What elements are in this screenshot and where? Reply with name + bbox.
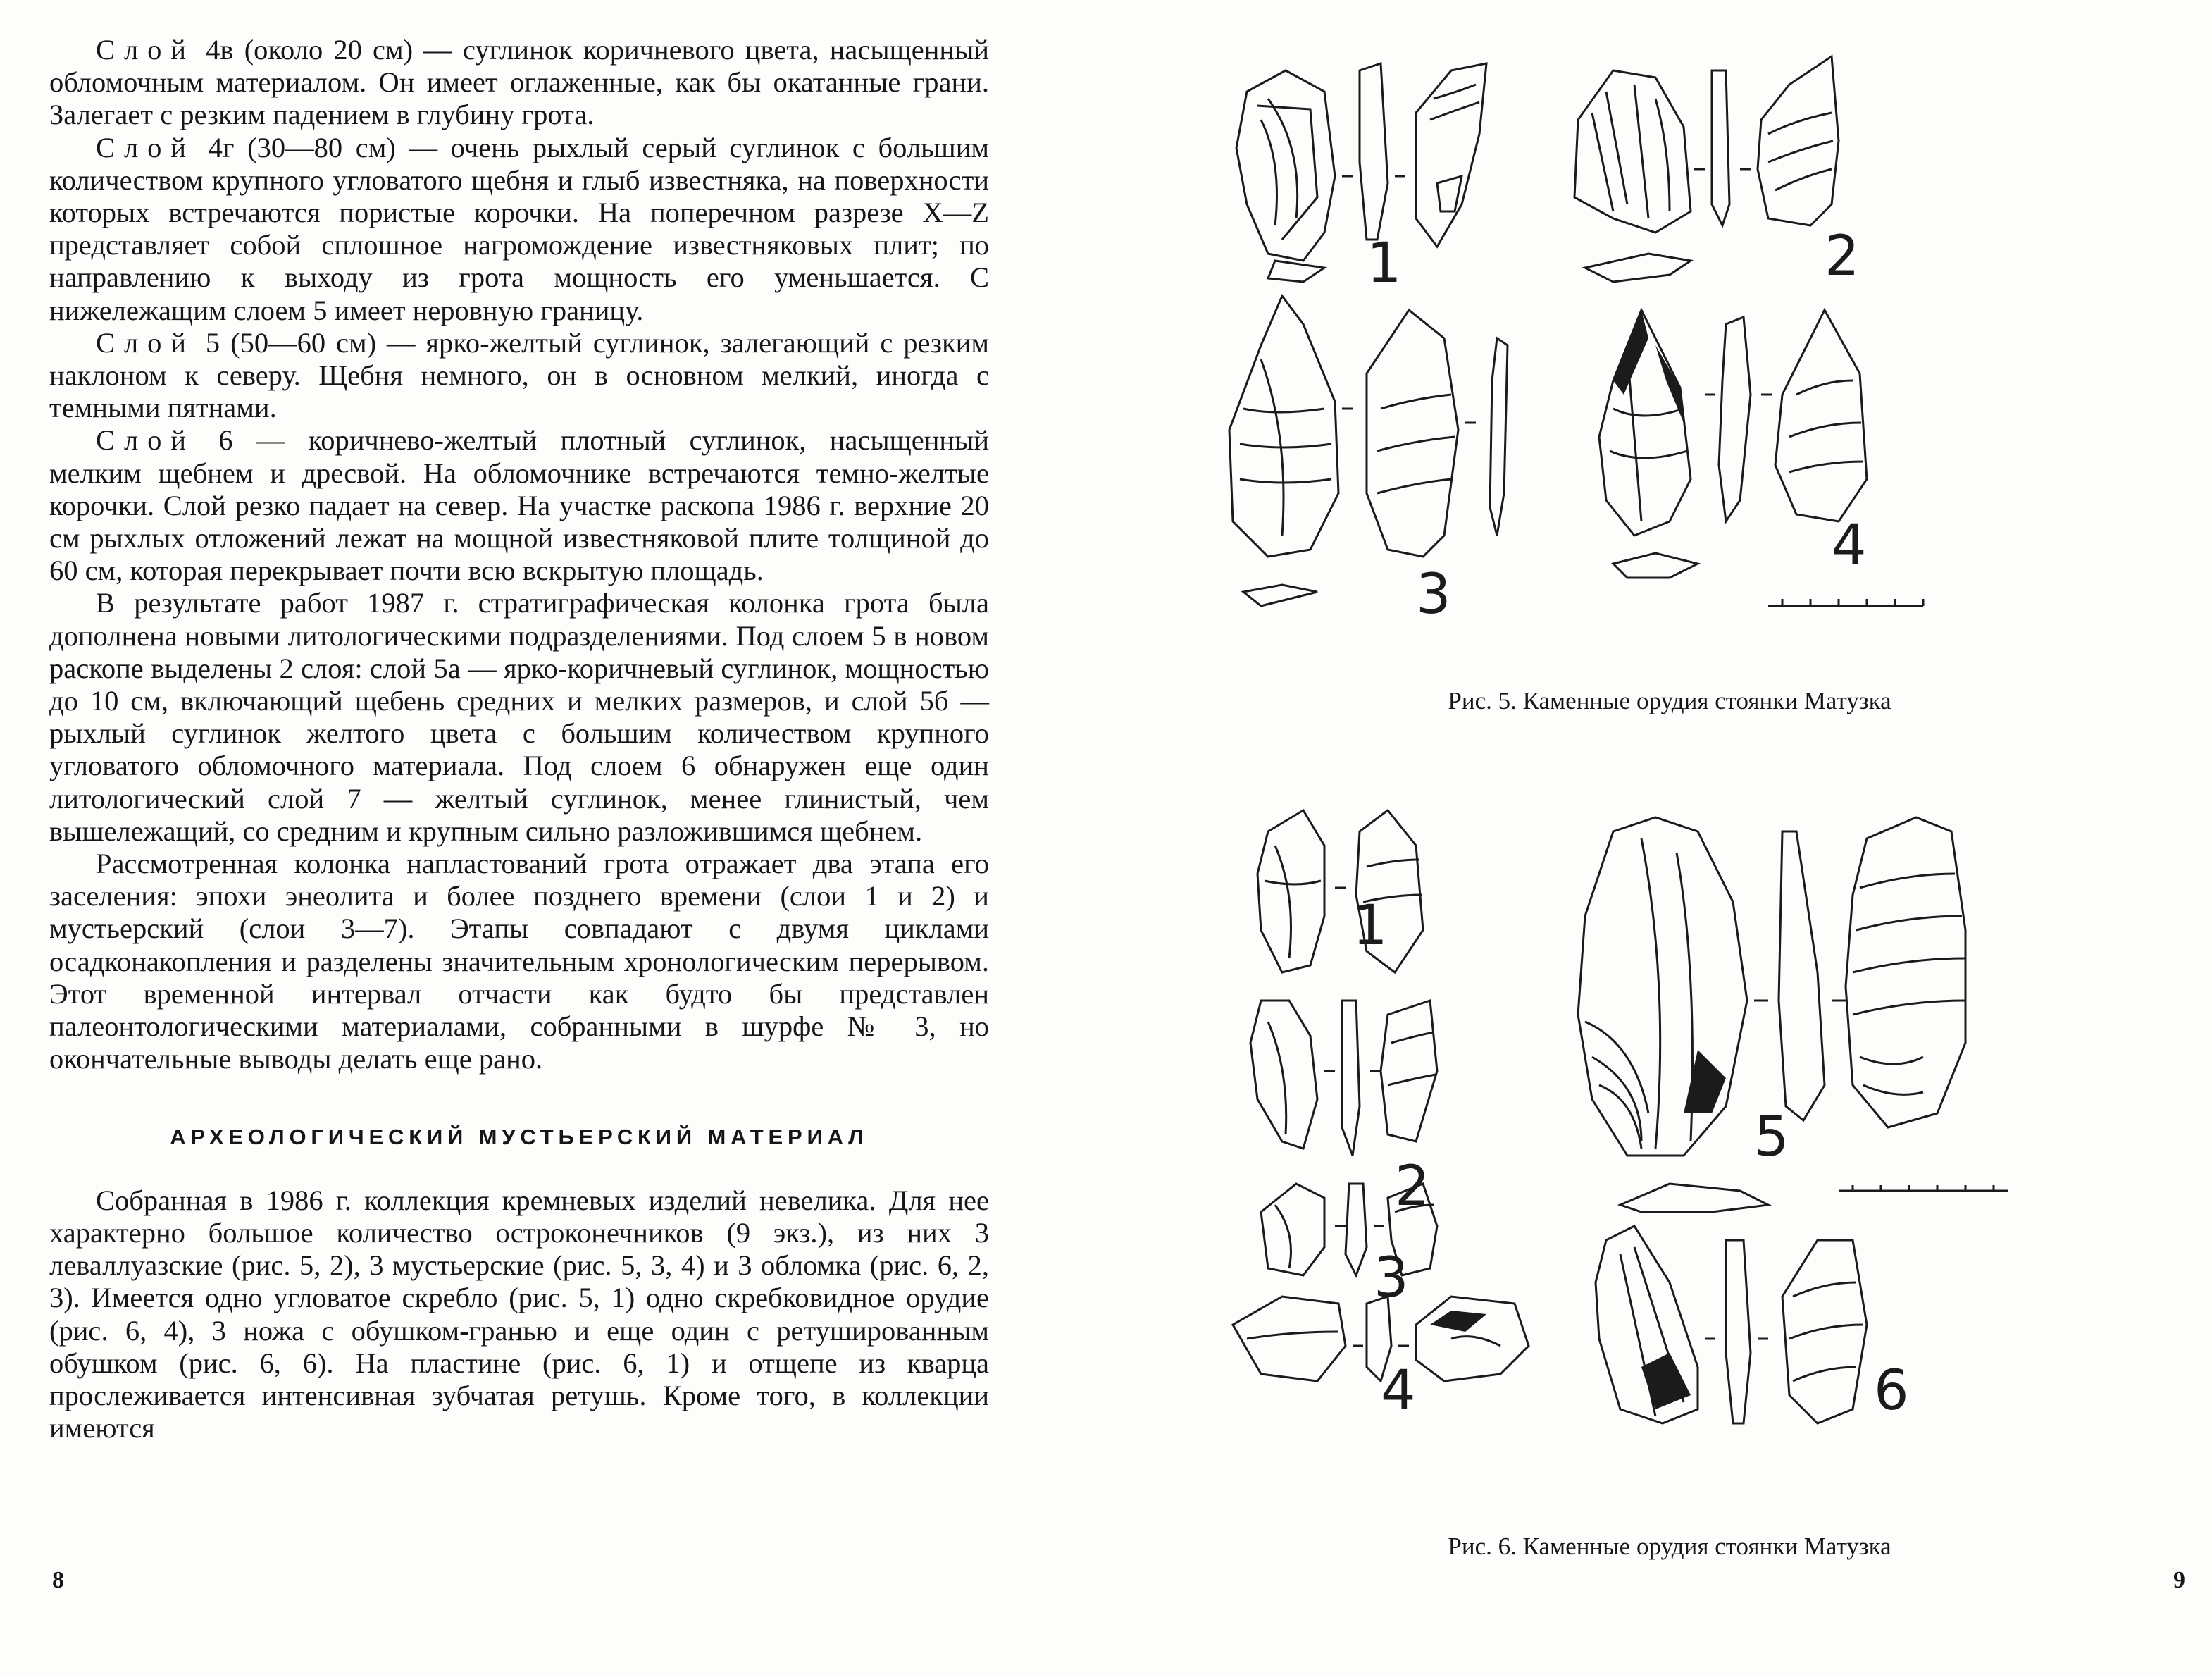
fig5-label-2: 2 — [1825, 225, 1860, 288]
fig6-artifact-2 — [1250, 1001, 1437, 1156]
figure-6-caption: Рис. 6. Каменные орудия стоянки Матузка — [1448, 1533, 1891, 1560]
fig6-label-5: 5 — [1754, 1106, 1789, 1169]
figure-5-caption: Рис. 5. Каменные орудия стоянки Матузка — [1448, 687, 1891, 714]
fig5-label-4: 4 — [1832, 514, 1867, 577]
page-number-right: 9 — [2173, 1567, 2185, 1593]
fig5-label-1: 1 — [1367, 232, 1402, 295]
fig6-label-4: 4 — [1381, 1359, 1416, 1423]
paragraph-layer-4g: Слой 4г (30—80 см) — очень рыхлый серый суглинок с большим количеством крупного угловатого щебня и глыб известняка, на поверхности которых встречаются пористые корочки. На поперечном разрезе X—Z представляет собой сплошное нагромождение известняковых плит; по направлению к выходу из грота мощность его уменьшается. С нижележащим слоем 5 имеет неровную границу. — [49, 131, 989, 326]
right-page — [1106, 0, 2212, 1677]
fig5-artifact-4 — [1599, 310, 1923, 606]
fig5-artifact-2 — [1574, 56, 1839, 282]
paragraph-layer-5: Слой 5 (50—60 см) — ярко-желтый суглинок, залегающий с резким наклоном к северу. Щебня немного, он в основном мелкий, иногда с темными пятнами. — [49, 326, 989, 424]
section-heading: АРХЕОЛОГИЧЕСКИЙ МУСТЬЕРСКИЙ МАТЕРИАЛ — [170, 1124, 869, 1149]
fig6-label-2: 2 — [1395, 1155, 1430, 1218]
fig6-artifact-5 — [1578, 817, 2008, 1212]
page-number-left: 8 — [52, 1567, 64, 1593]
fig5-label-3: 3 — [1416, 563, 1451, 626]
paragraph-layer-6: Слой 6 — коричнево-желтый плотный суглинок, насыщенный мелким щебнем и дресвой. На обломочнике встречаются темно-желтые корочки. Слой резко падает на север. На участке раскопа 1986 г. верхние 20 см рыхлых отложений лежат на мощной известняковой плите толщиной до 60 см, которая перекрывает почти всю вскрытую площадь. — [49, 424, 989, 587]
figure-6-drawings — [1219, 789, 2120, 1522]
paragraph-collection: Собранная в 1986 г. коллекция кремневых изделий невелика. Для нее характерно большое количество остроконечников (9 экз.), из них 3 леваллуазские (рис. 5, 2), 3 мустьерские (рис. 5, 3, 4) и 3 обломка (рис. 6, 2, 3). Имеется одно угловатое скребло (рис. 5, 1) одно скребковидное орудие (рис. 6, 4), 3 ножа с обушком-гранью и еще один с ретушированным обушком (рис. 6, 6). На пластине (рис. 6, 1) и отщепе из кварца прослеживается интенсивная зубчатая ретушь. Кроме того, в коллекции имеются — [49, 1184, 989, 1444]
fig6-label-3: 3 — [1374, 1246, 1409, 1310]
figure-6 — [1219, 789, 2120, 1578]
fig5-artifact-1 — [1236, 63, 1486, 282]
paragraph-1987-results: В результате работ 1987 г. стратиграфическая колонка грота была дополнена новыми литологическими подразделениями. Под слоем 5 в новом раскопе выделены 2 слоя: слой 5а — ярко-коричневый суглинок, мощностью до 10 см, включающий щебень средних и мелких размеров, и слой 5б — рыхлый суглинок желтого цвета с большим количеством крупного угловатого обломочного материала. Под слоем 6 обнаружен еще один литологический слой 7 — желтый суглинок, менее глинистый, чем вышележащий, со средним и крупным сильно разложившимся щебнем. — [49, 587, 989, 847]
paragraph-layer-4v: Слой 4в (около 20 см) — суглинок коричневого цвета, насыщенный обломочным материалом. Он имеет оглаженные, как бы окатанные грани. Залегает с резким падением в глубину грота. — [49, 34, 989, 131]
figure-5 — [1219, 42, 2120, 733]
fig6-label-6: 6 — [1874, 1359, 1909, 1423]
figure-5-drawings — [1219, 42, 2120, 676]
body-text — [49, 34, 989, 1444]
fig6-artifact-6 — [1596, 1226, 1867, 1423]
fig6-label-1: 1 — [1353, 894, 1388, 958]
fig6-artifact-1 — [1257, 810, 1423, 972]
fig5-artifact-3 — [1229, 296, 1508, 606]
paragraph-column-summary: Рассмотренная колонка напластований грота отражает два этапа его заселения: эпохи энеолита и более позднего времени (слои 1 и 2) и мустьерский (слои 3—7). Этапы совпадают с двумя циклами осадконакопления и разделены значительным хронологическим перерывом. Этот временной интервал отчасти как будто бы представлен палеонтологическими материалами, собранными в шурфе № 3, но окончательные выводы делать еще рано. — [49, 848, 989, 1075]
